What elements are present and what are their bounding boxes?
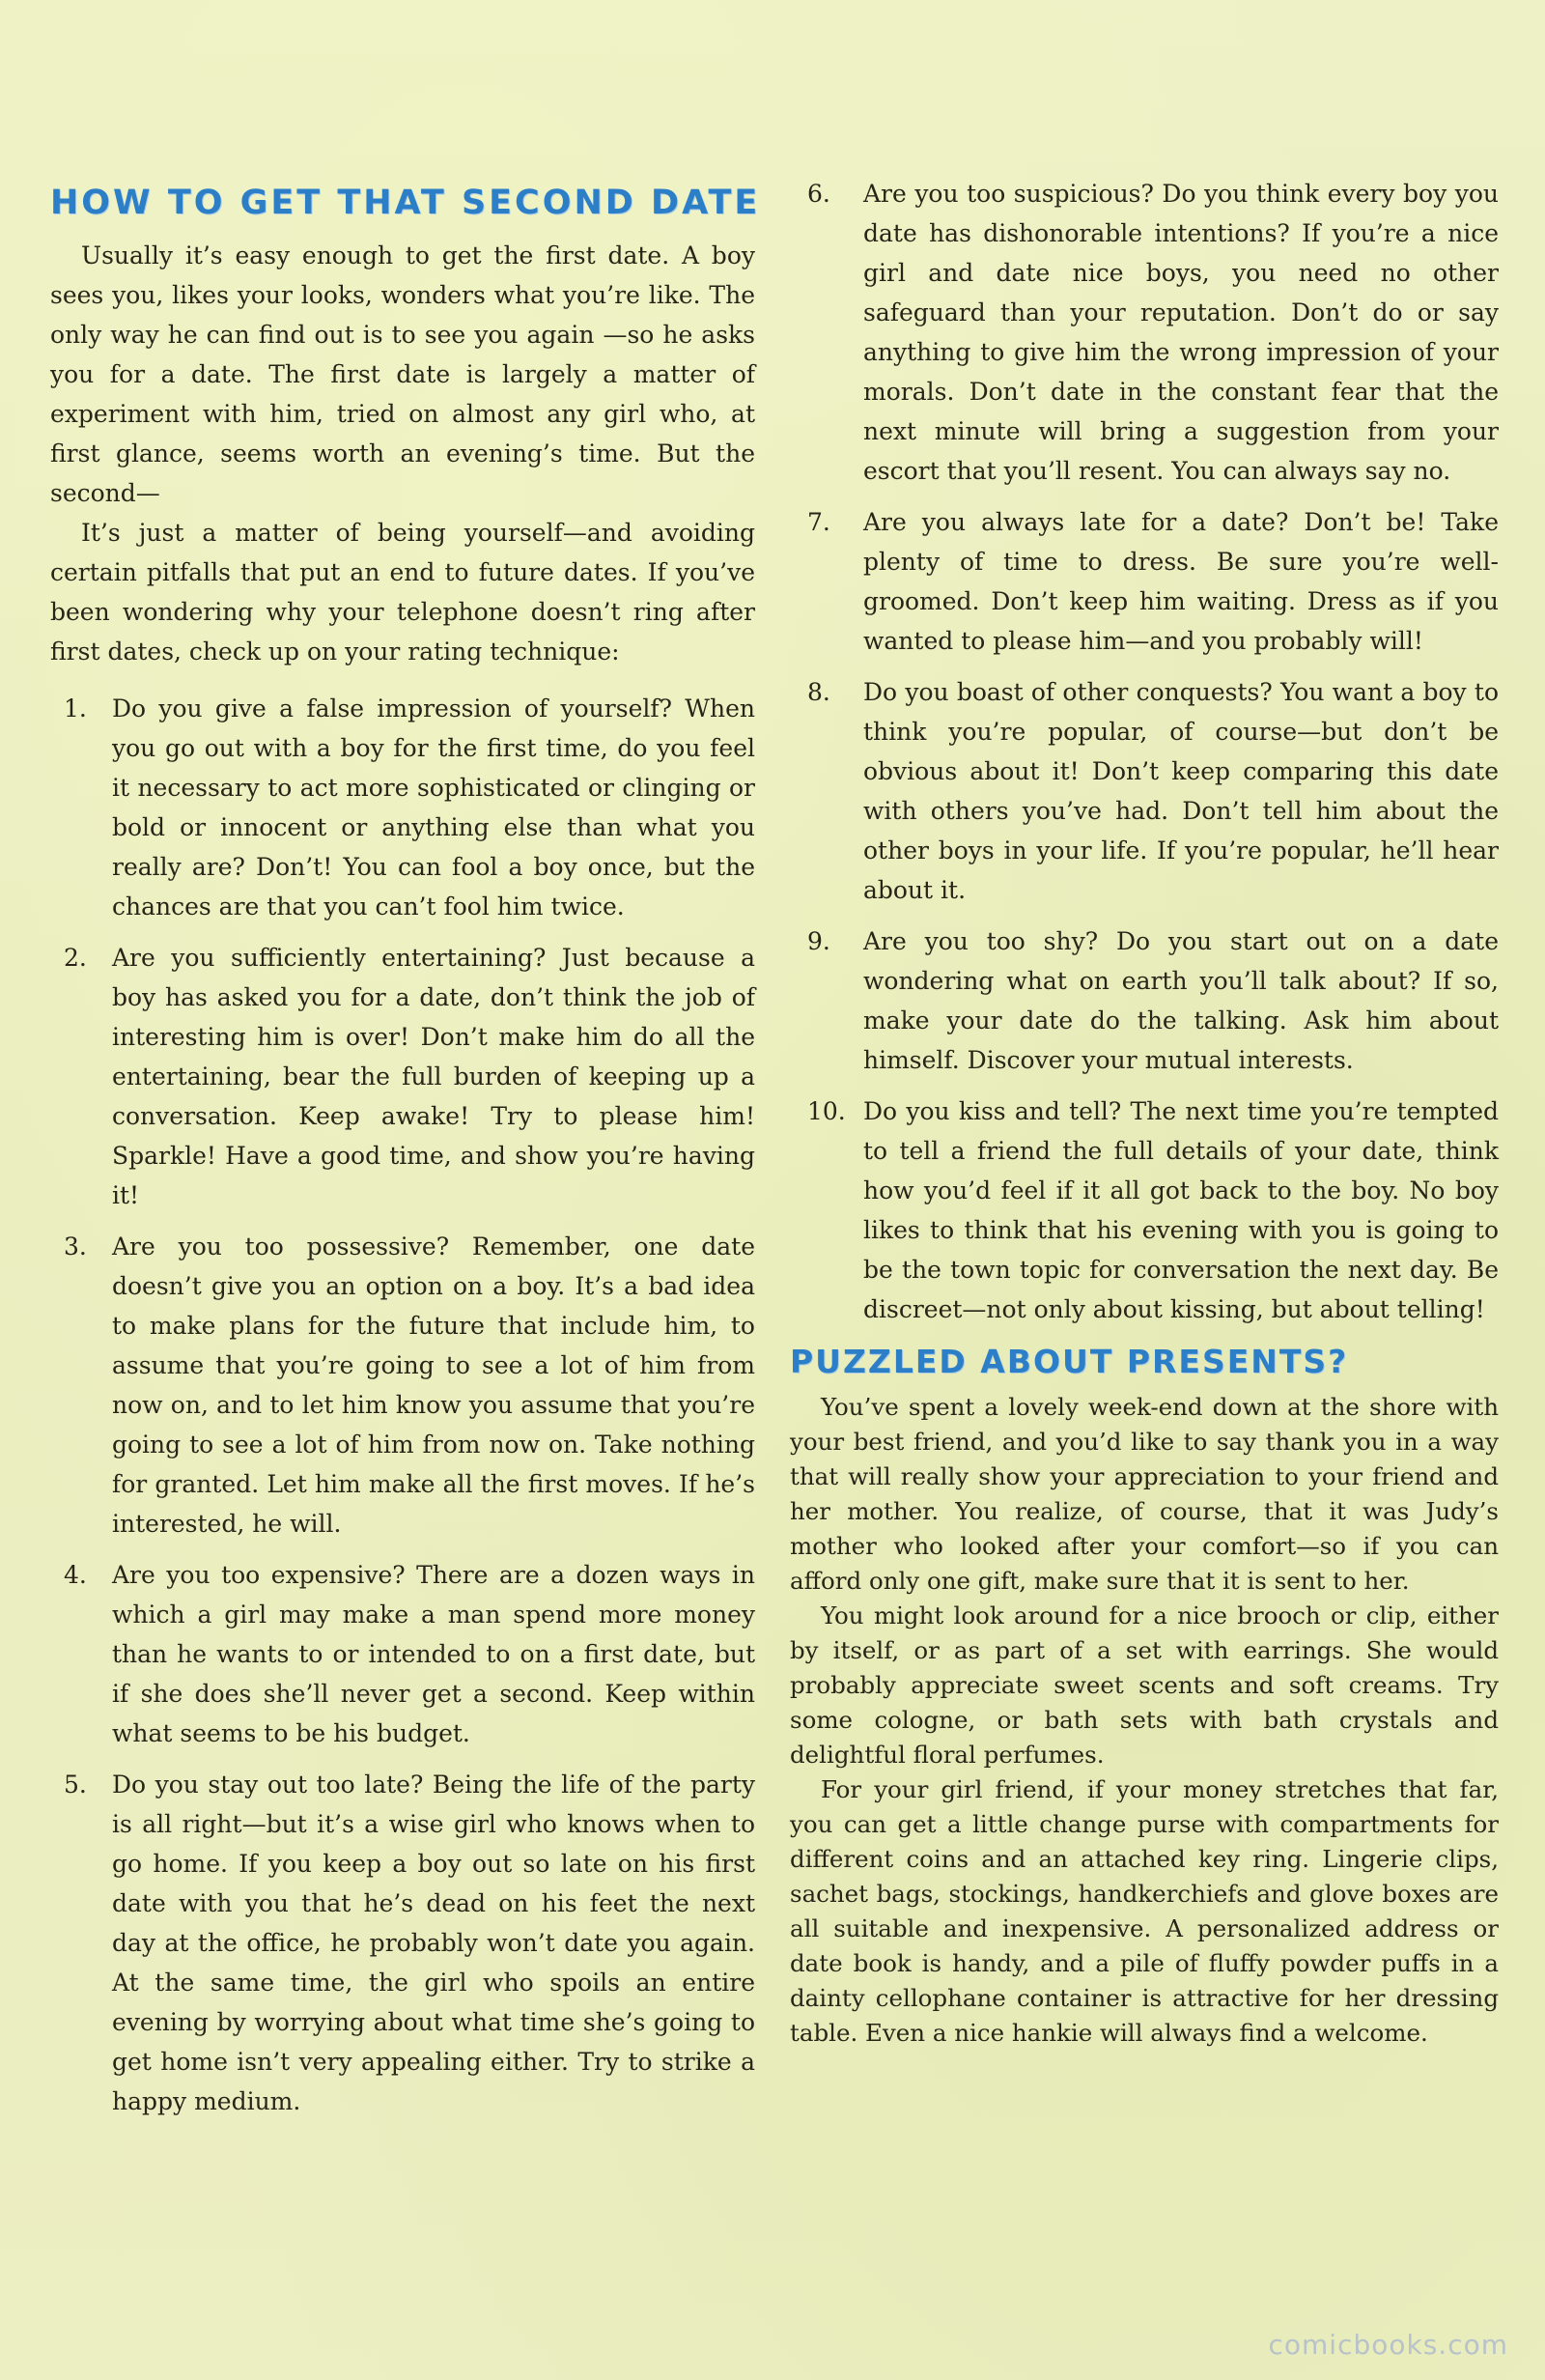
intro-paragraph-1: Usually it’s easy enough to get the first date. A boy sees you, likes your looks, wonders what you’re like. The only way he can find out is to see you again —so he asks you for a date. The first date is largely a matter of experiment with him, tried on almost any girl who, at first glance, seems worth an evening’s time. But the second— — [50, 241, 755, 507]
tip-text: Are you too suspicious? Do you think every boy you date has dishonorable intentions? If you’re a nice girl and date nice boys, you need no other safeguard than your reputation. Don’t do or say anything to give him the wrong impression of your morals. Don’t date in the constant fear that the next minute will bring a suggestion from your escort that you’ll resent. You can always say no. — [863, 180, 1499, 485]
left-column — [50, 174, 761, 2133]
tip-text: Do you kiss and tell? The next time you’re tempted to tell a friend the full details of your date, think how you’d feel if it all got back to the boy. No boy likes to think that his evening with you is going to be the town topic for conversation the next day. Be discreet—not only about kissing, but about telling! — [863, 1097, 1499, 1323]
tip-item-2 — [50, 938, 755, 1215]
tip-number: 5. — [64, 1771, 87, 1799]
tip-text: Do you stay out too late? Being the life of the party is all right—but it’s a wise girl who knows when to go home. If you keep a boy out so late on his first date with you that he’s dead on his feet the next day at the office, he probably won’t date you again. At the same time, the girl who spoils an entire evening by worrying about what time she’s going to get home isn’t very appealing either. Try to strike a happy medium. — [112, 1771, 755, 2115]
tip-item-7 — [790, 502, 1499, 661]
tip-item-8 — [790, 672, 1499, 910]
tip-number: 6. — [807, 180, 830, 208]
tip-text: Are you too expensive? There are a dozen ways in which a girl may make a man spend more money than he wants to or intended to on a first date, but if she does she’ll never get a second. Keep within what seems to be his budget. — [112, 1561, 755, 1747]
tip-text: Are you too shy? Do you start out on a date wondering what on earth you’ll talk about? If so, make your date do the talking. Ask him about himself. Discover your mutual interests. — [863, 927, 1499, 1074]
presents-paragraph-1: You’ve spent a lovely week-end down at the shore with your best friend, and you’d like to say thank you in a way that will really show your appreciation to your friend and her mother. You realize, of course, that it was Judy’s mother who looked after your comfort—so if you can afford only one gift, make sure that it is sent to her. — [790, 1393, 1499, 1595]
tip-text: Do you boast of other conquests? You want a boy to think you’re popular, of course—but don’t be obvious about it! Don’t keep comparing this date with others you’ve had. Don’t tell him about the other boys in your life. If you’re popular, he’ll hear about it. — [863, 678, 1499, 904]
intro-paragraph-2: It’s just a matter of being yourself—and avoiding certain pitfalls that put an end to future dates. If you’ve been wondering why your telephone doesn’t ring after first dates, check up on your rating technique: — [50, 519, 755, 666]
tips-list-right — [790, 174, 1499, 1329]
tip-item-4 — [50, 1555, 755, 1753]
presents-paragraph-3: For your girl friend, if your money stretches that far, you can get a little change purse with compartments for different coins and an attached key ring. Lingerie clips, sachet bags, stockings, handkerchiefs and glove boxes are all suitable and inexpensive. A personalized address or date book is handy, and a pile of fluffy powder puffs in a dainty cellophane container is attractive for her dressing table. Even a nice hankie will always find a welcome. — [790, 1775, 1499, 2047]
right-column — [790, 174, 1499, 2051]
tip-item-1 — [50, 689, 755, 926]
tip-item-3 — [50, 1227, 755, 1544]
presents-paragraph-2: You might look around for a nice brooch or clip, either by itself, or as part of a set with earrings. She would probably appreciate sweet scents and soft creams. Try some cologne, or bath sets with bath crystals and delightful floral perfumes. — [790, 1601, 1499, 1769]
watermark: comicbooks.com — [1268, 2329, 1508, 2361]
tips-list-left — [50, 689, 755, 2121]
tip-number: 7. — [807, 508, 830, 536]
tip-number: 3. — [64, 1232, 87, 1261]
tip-number: 9. — [807, 927, 830, 955]
tip-item-6 — [790, 174, 1499, 491]
tip-number: 2. — [64, 944, 87, 972]
tip-item-10 — [790, 1091, 1499, 1329]
tip-number: 1. — [64, 694, 87, 722]
tip-text: Are you sufficiently entertaining? Just because a boy has asked you for a date, don’t think the job of interesting him is over! Don’t make him do all the entertaining, bear the full burden of keeping up a conversation. Keep awake! Try to please him! Sparkle! Have a good time, and show you’re having it! — [112, 944, 755, 1209]
tip-number: 4. — [64, 1561, 87, 1589]
tip-item-5 — [50, 1765, 755, 2121]
tip-text: Do you give a false impression of yourself? When you go out with a boy for the first time, do you feel it necessary to act more sophisticated or clinging or bold or innocent or anything else than what you really are? Don’t! You can fool a boy once, but the chances are that you can’t fool him twice. — [112, 694, 755, 921]
tip-item-9 — [790, 921, 1499, 1080]
tip-text: Are you too possessive? Remember, one date doesn’t give you an option on a boy. It’s a bad idea to make plans for the future that include him, to assume that you’re going to see a lot of him from now on, and to let him know you assume that you’re going to see a lot of him from now on. Take nothing for granted. Let him make all the first moves. If he’s interested, he will. — [112, 1232, 755, 1538]
tip-number: 10. — [807, 1097, 846, 1125]
article-title-second-date: HOW TO GET THAT SECOND DATE — [50, 184, 761, 222]
article-title-presents: PUZZLED ABOUT PRESENTS? — [790, 1343, 1349, 1380]
tip-number: 8. — [807, 678, 830, 706]
tip-text: Are you always late for a date? Don’t be! Take plenty of time to dress. Be sure you’re well-groomed. Don’t keep him waiting. Dress as if you wanted to please him—and you probably will! — [863, 508, 1499, 655]
